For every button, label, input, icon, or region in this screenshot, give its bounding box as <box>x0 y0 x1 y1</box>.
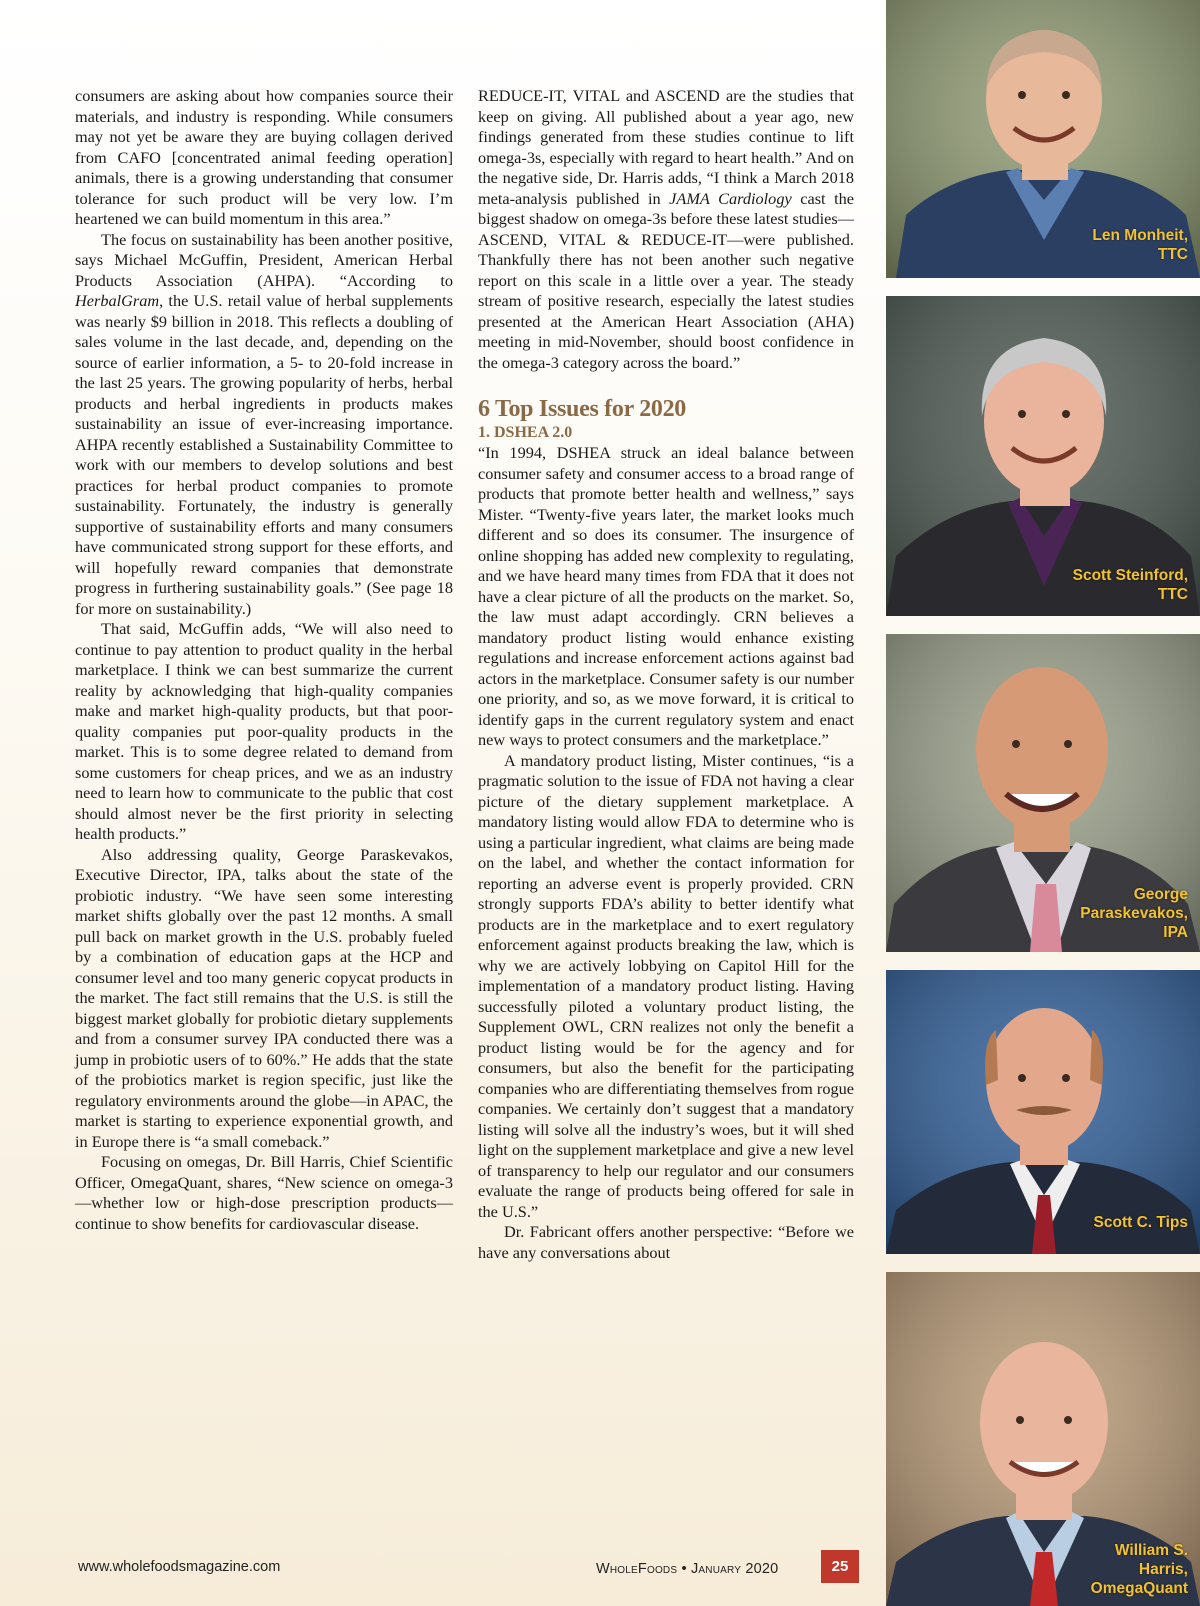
left-paragraph-2-before: The focus on sustainability has been another positive, says Michael McGuffin, President, American Herbal Products Association (AHPA). “According to <box>75 229 453 290</box>
section-heading: 6 Top Issues for 2020 <box>478 396 686 422</box>
photo-caption: Scott C. Tips <box>1093 1214 1188 1231</box>
photo-caption: Len Monheit, TTC <box>1092 227 1188 263</box>
portrait-photo-george-paraskevakos <box>886 634 1200 952</box>
footer-website-url: www.wholefoodsmagazine.com <box>78 1559 281 1575</box>
middle-paragraph-1 <box>478 86 854 373</box>
middle-paragraph-2: “In 1994, DSHEA struck an ideal balance between consumer safety and consumer access to a broad range of products that promote better health and wellness,” says Mister. “Twenty-five years later, the market looks much different and so does its consumer. The insurgence of online shopping has added new complexity to regulating, and we have heard many times from FDA that it does not have a clear picture of all the products on the market. So, the law must adapt accordingly. CRN believes a mandatory product listing would enhance existing regulations and increase enforcement actions against bad actors in the marketplace. Consumer safety is our number one priority, and so, as we move forward, it is critical to identify gaps in the current regulatory system and enact new ways to protect consumers and the marketplace.” <box>478 443 854 749</box>
left-paragraph-1: consumers are asking about how companies source their materials, and industry is responding. While consumers may not yet be aware they are buying collagen derived from CAFO [concentrated animal feeding operation] animals, there is a growing understanding that consumer tolerance for such product will be very low. I’m heartened we can build momentum in this area.” <box>75 86 453 228</box>
portrait-illustration <box>886 970 1200 1254</box>
page-number-badge: 25 <box>821 1550 859 1583</box>
subsection-heading: 1. DSHEA 2.0 <box>478 424 573 441</box>
left-paragraph-5: Focusing on omegas, Dr. Bill Harris, Chief Scientific Officer, OmegaQuant, shares, “New science on omega-3—whether low or high-dose prescription products—continue to show benefits for cardiovascular disease. <box>75 1152 453 1233</box>
footer-issue-label: WholeFoods • January 2020 <box>596 1561 779 1577</box>
left-paragraph-2 <box>75 230 453 620</box>
left-paragraph-2-after: , the U.S. retail value of herbal supplements was nearly $9 billion in 2018. This reflects a doubling of sales volume in the last decade, and, depending on the source of earlier information, a 5- to 20-fold increase in the last 25 years. The growing popularity of herbs, herbal products and herbal ingredients in products makes sustainability an issue of ever-increasing importance. AHPA recently established a Sustainability Committee to work with our members to develop solutions and best practices for herbal product companies to promote sustainability. Fortunately, the industry is generally supportive of sustainability efforts and many consumers have communicated strong support for these efforts, and will hopefully reward companies that demonstrate progress in furthering sustainability goals.” (See page 18 for more on sustainability.) <box>75 291 453 618</box>
left-paragraph-4: Also addressing quality, George Paraskevakos, Executive Director, IPA, talks about the state of the probiotic industry. “We have seen some interesting market shifts globally over the past 12 months. A small pull back on market growth in the U.S. probably fueled by a combination of education gaps at the HCP and consumer level and too many generic copycat products in the market. The fact still remains that the U.S. is still the biggest market globally for probiotic dietary supplements and from a consumer survey IPA conducted there was a jump in probiotic users of to 60%.” He adds that the state of the probiotics market is region specific, just like the regulatory environments around the globe—in APAC, the market is starting to experience exponential growth, and in Europe there is “a small comeback.” <box>75 844 453 1151</box>
portrait-photo-scott-tips <box>886 970 1200 1254</box>
herbalgram-title: HerbalGram <box>75 291 160 310</box>
portrait-photo-len-monheit <box>886 0 1200 278</box>
middle-paragraph-1-before: REDUCE-IT, VITAL and ASCEND are the studies that keep on giving. All published about a year ago, new findings generated from these studies continue to lift omega-3s, especially with regard to heart health.” And on the negative side, Dr. Harris adds, “I think a March 2018 meta-analysis published in <box>478 86 854 208</box>
article-column-left <box>75 86 453 1234</box>
middle-paragraph-4: Dr. Fabricant offers another perspective: “Before we have any conversations about <box>478 1222 854 1262</box>
left-paragraph-3: That said, McGuffin adds, “We will also need to continue to pay attention to product quality in the herbal marketplace. I think we can best summarize the current reality by acknowledging that high-quality companies make and market high-quality products, but that poor-quality companies put poor-quality products in the market. This is to some degree related to demand from some customers for cheap prices, and we as an industry need to learn how to communicate to the public that cost should almost never be the first priority in selecting health products.” <box>75 619 453 843</box>
jama-cardiology-title: JAMA Cardiology <box>669 188 792 208</box>
photo-caption: William S. Harris, OmegaQuant <box>1090 1542 1188 1597</box>
article-column-middle <box>478 86 854 1263</box>
middle-paragraph-1-after: cast the biggest shadow on omega-3s before these latest studies—ASCEND, VITAL & REDUCE-IT—were published. Thankfully there has not been another such negative report on this scale in a little over a year. The steady stream of positive research, especially the latest studies presented at the American Heart Association (AHA) meeting in mid-November, should boost confidence in the omega-3 category across the board.” <box>478 188 855 372</box>
portrait-photo-william-harris <box>886 1272 1200 1606</box>
photo-caption: George Paraskevakos, IPA <box>1080 886 1188 941</box>
photo-caption: Scott Steinford, TTC <box>1072 567 1188 603</box>
middle-paragraph-3: A mandatory product listing, Mister continues, “is a pragmatic solution to the issue of FDA not having a clear picture of the dietary supplement marketplace. A mandatory listing would allow FDA to determine who is using a particular ingredient, what claims are being made on the label, and whether the contact information for reporting an adverse event is properly provided. CRN strongly supports FDA’s ability to better identify what products are in the marketplace and to exert regulatory enforcement against products breaking the law, which is why we are actively lobbying on Capitol Hill for the implementation of a mandatory product listing. Having successfully piloted a voluntary product listing, the Supplement OWL, CRN realizes not only the benefit a product listing would be for the agency and for consumers, but also the benefit for the participating companies who are differentiating themselves from rogue companies. We certainly don’t suggest that a mandatory listing will solve all the industry’s woes, but it will shed light on the supplement marketplace and give a new level of transparency to help our regulator and our consumers evaluate the range of products being offered for sale in the U.S.” <box>478 750 854 1221</box>
portrait-photo-scott-steinford <box>886 296 1200 616</box>
